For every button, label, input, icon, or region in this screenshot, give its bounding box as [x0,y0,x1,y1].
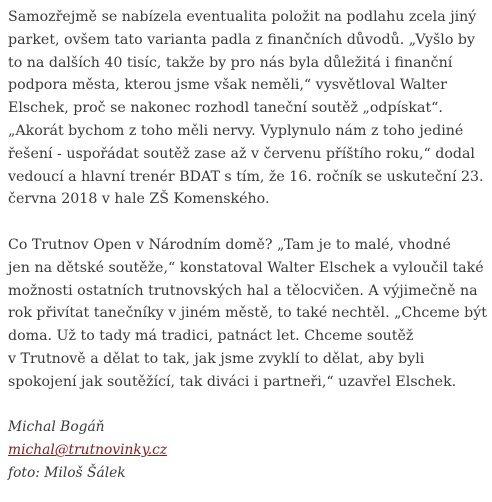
paragraph-line: „Akorát bychom z toho měli nervy. Vyplynulo nám z toho jediné [8,122,464,139]
paragraph-line: to na dalších 40 tisíc, takže by pro nás byla důležitá i finanční [8,54,453,71]
paragraph-spacer [8,394,488,417]
paragraph-line: řešení - uspořádat soutěž zase až v červenu příštího roku,“ dodal [8,145,475,162]
paragraph-line: jen na dětské soutěže,“ konstatoval Walter Elschek a vyloučil také [8,259,484,276]
author-email-link[interactable]: michal@trutnovinky.cz [8,442,168,459]
paragraph-line: podpora města, kterou jsme však neměli,“ vysvětloval Walter [8,77,447,94]
paragraph-line: doma. Už to tady má tradici, patnáct let. Chceme soutěž [8,328,414,345]
article-body [8,6,488,485]
article-paragraph-1 [8,6,488,211]
paragraph-line: možnosti ostatních trutnovských hal a tělocvičen. A výjimečně na [8,282,478,299]
paragraph-spacer [8,211,488,234]
paragraph-line: vedoucí a hlavní trenér BDAT s tím, že 16. ročník se uskuteční 23. [8,168,484,185]
author-name: Michal Bogáň [8,419,105,436]
paragraph-line: Elschek, proč se nakonec rozhodl taneční soutěž „odpískat“. [8,100,443,117]
photo-credit: foto: Miloš Šálek [8,464,126,481]
paragraph-line: Samozřejmě se nabízela eventualita položit na podlahu zcela jiný [8,9,477,25]
paragraph-line: spokojení jak soutěžící, tak diváci i partneři,“ uzavřel Elschek. [8,373,457,390]
paragraph-line: parket, ovšem tato varianta padla z finančních důvodů. „Vyšlo by [8,31,475,48]
paragraph-line: června 2018 v hale ZŠ Komenského. [8,191,270,208]
article-signature [8,416,488,484]
paragraph-line: Co Trutnov Open v Národním domě? „Tam je to malé, vhodné [8,236,451,253]
article-paragraph-2 [8,234,488,394]
paragraph-line: v Trutnově a dělat to tak, jak jsme zvyklí to dělat, aby byli [8,350,425,367]
paragraph-line: rok přivítat tanečníky v jiném městě, to také nechtěl. „Chceme být [8,305,487,322]
